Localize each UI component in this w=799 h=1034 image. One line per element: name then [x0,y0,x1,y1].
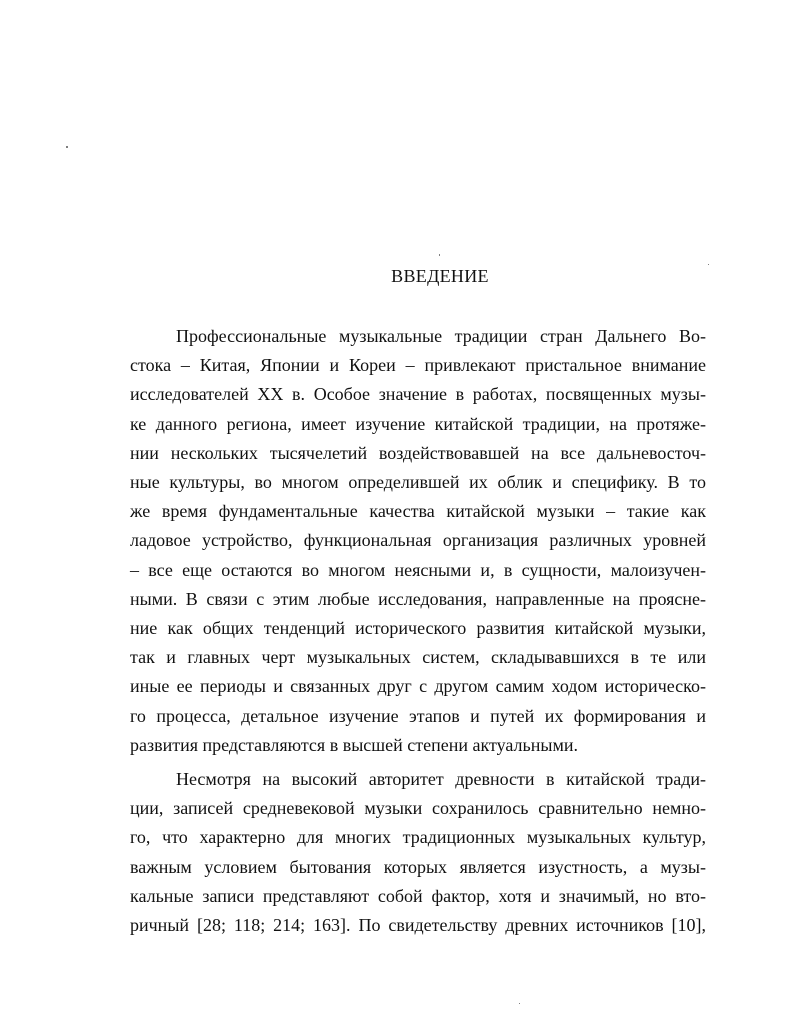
text-line: ные культуры, во многом определившей их облик и специфику. В то [130,472,706,492]
text-line: ладовое устройство, функциональная организация различных уровней [130,530,706,551]
text-line: Профессиональные музыкальные традиции стран Дальнего Во- [176,326,706,346]
text-line: иные ее периоды и связанных друг с другом самим ходом историческо- [130,676,706,697]
text-line: исследователей XX в. Особое значение в работах, посвященных музы- [130,384,706,405]
text-line: – все еще остаются во многом неясными и, в сущности, малоизучен- [130,559,706,580]
text-line: Несмотря на высокий авторитет древности в китайской тради- [176,769,706,789]
text-line: ние как общих тенденций исторического развития китайской музыки, [130,618,706,638]
text-line: так и главных черт музыкальных систем, складывавшихся в те или [130,647,706,668]
text-line: ными. В связи с этим любые исследования, направленные на проясне- [130,588,706,609]
text-line: кальные записи представляют собой фактор, хотя и значимый, но вто- [130,885,706,906]
scan-speck [708,264,709,265]
text-line: же время фундаментальные качества китайской музыки – такие как [130,501,706,522]
text-line: нии нескольких тысячелетий воздействовавшей на все дальневосточ- [130,442,706,463]
scan-speck [66,146,68,148]
text-line: го процесса, детальное изучение этапов и путей их формирования и [130,705,706,726]
text-line: ции, записей средневековой музыки сохранилось сравнительно немно- [130,798,706,819]
scan-speck [519,1003,520,1004]
page-title: ВВЕДЕНИЕ [391,266,489,286]
text-line: развития представляются в высшей степени актуальными. [130,734,578,755]
text-line: ричный [28; 118; 214; 163]. По свидетельству древних источников [10], [130,915,706,935]
text-line: стока – Китая, Японии и Кореи – привлекают пристальное внимание [130,355,706,376]
text-line: го, что характерно для многих традиционных музыкальных культур, [130,827,706,848]
text-line: важным условием бытования которых является изустность, а музы- [130,856,706,877]
scan-speck [439,254,440,256]
text-line: ке данного региона, имеет изучение китайской традиции, на протяже- [130,413,706,434]
